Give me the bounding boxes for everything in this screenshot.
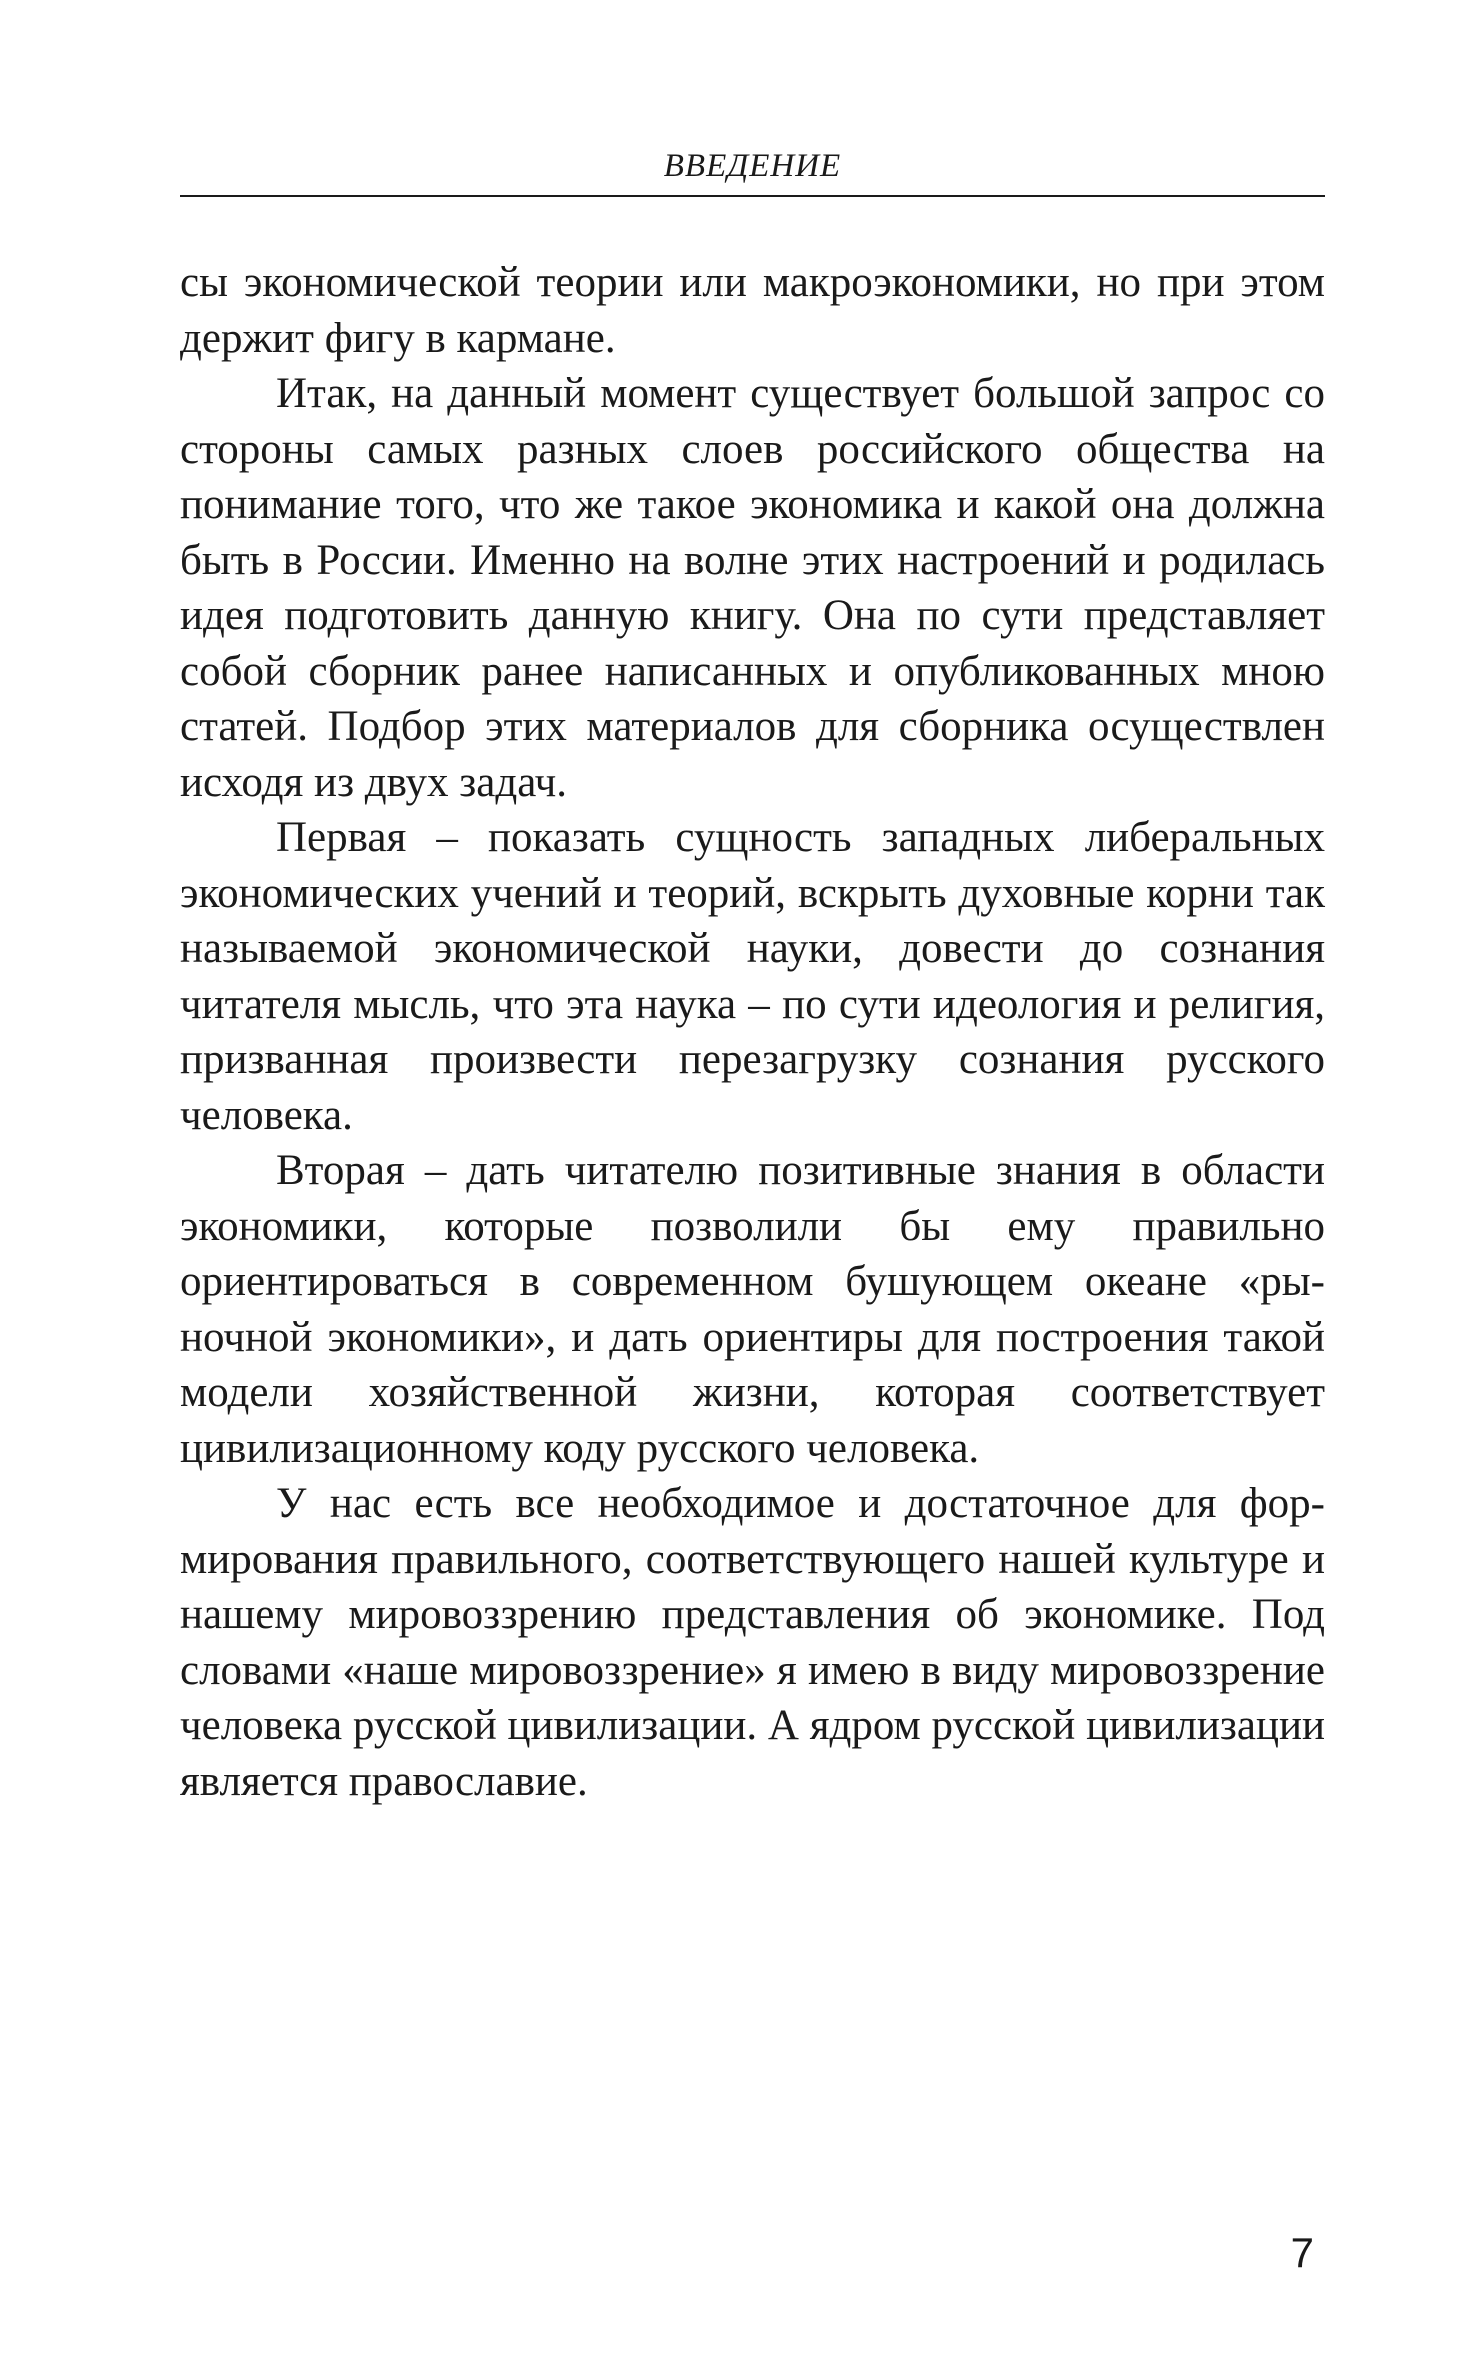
running-head-title: ВВЕДЕНИЕ	[663, 148, 842, 184]
paragraph: Итак, на данный момент существует большой запрос со стороны самых разных слоев российского общества на понимание того, что же такое экономика и какой она должна быть в России. Именно на волне этих настроений и родилась идея подготовить данную книгу. Она по сути представляет собой сборник ранее написанных и опубликованных мною статей. Подбор этих материалов для сборника осуществлен исходя из двух задач.	[180, 370, 1325, 806]
paragraph: У нас есть все необходимое и достаточное для формирования правильного, соответствующего нашей культуре и нашему мировоззрению представления об экономике. Под словами «наше мировоззрение» я имею в виду мировоззрение человека русской цивилизации. А ядром русской цивилизации является православие.	[180, 1480, 1325, 1805]
page-body	[180, 255, 1325, 1809]
header-rule	[180, 195, 1325, 197]
paragraph: Вторая – дать читателю позитивные знания в области экономики, которые позволили бы ему правильно ориентироваться в современном бушующем океане «рыночной экономики», и дать ориентиры для построения такой модели хозяйственной жизни, которая соответствует цивилизационному коду русского человека.	[180, 1147, 1325, 1472]
page-number: 7	[1290, 2229, 1314, 2276]
paragraph: Первая – показать сущность западных либеральных экономических учений и теорий, вскрыть духовные корни так называемой экономической науки, довести до сознания читателя мысль, что эта наука – по сути идеология и религия, призванная произвести перезагрузку сознания русского человека.	[180, 814, 1325, 1139]
paragraph-continuation: сы экономической теории или макроэкономики, но при этом держит фигу в кармане.	[180, 259, 1325, 362]
